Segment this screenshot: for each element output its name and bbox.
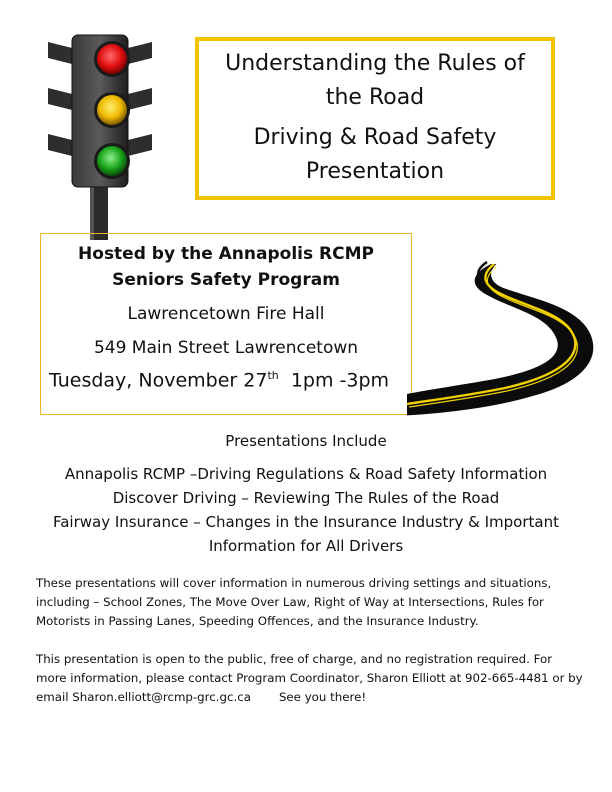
- traffic-light-icon: [40, 30, 160, 240]
- venue: Lawrencetown Fire Hall: [127, 304, 325, 324]
- list-item: Information for All Drivers: [208, 537, 404, 555]
- host-name: Hosted by the Annapolis RCMP: [78, 244, 374, 264]
- closing-text: See you there!: [278, 690, 367, 704]
- presentations-heading: Presentations Include: [225, 432, 387, 450]
- contact-text: This presentation is open to the public, free of charge, and no registration required. For more information, please contact Program Coordinator, Sharon Elliott at 902-665-4481 or by email Sharon.elliott@rcmp-grc.gc.ca: [36, 652, 583, 704]
- title-box: [195, 37, 555, 200]
- event-date: Tuesday, November 27: [49, 369, 268, 392]
- program-name: Seniors Safety Program: [112, 270, 340, 290]
- contact-paragraph: [36, 650, 584, 707]
- coverage-paragraph: These presentations will cover information in numerous driving settings and situations, including – School Zones, The Move Over Law, Right of Way at Intersections, Rules for Motorists in Passing Lanes, Speeding Offences, and the Insurance Industry.: [36, 576, 552, 628]
- title-line-3: Driving & Road Safety: [253, 125, 497, 151]
- date-suffix: th: [267, 369, 279, 382]
- presentations-list: [40, 462, 572, 558]
- list-item: Fairway Insurance – Changes in the Insurance Industry & Important: [52, 513, 559, 531]
- winding-road-icon: [405, 258, 595, 418]
- title-line-2: the Road: [325, 85, 425, 111]
- event-time: 1pm -3pm: [290, 369, 390, 392]
- address: 549 Main Street Lawrencetown: [93, 338, 359, 358]
- host-info-box: [40, 233, 412, 415]
- title-line-4: Presentation: [305, 159, 445, 185]
- event-date-time: [41, 369, 411, 391]
- list-item: Discover Driving – Reviewing The Rules of the Road: [112, 489, 500, 507]
- title-line-1: Understanding the Rules of: [225, 51, 525, 76]
- list-item: Annapolis RCMP –Driving Regulations & Road Safety Information: [64, 465, 548, 483]
